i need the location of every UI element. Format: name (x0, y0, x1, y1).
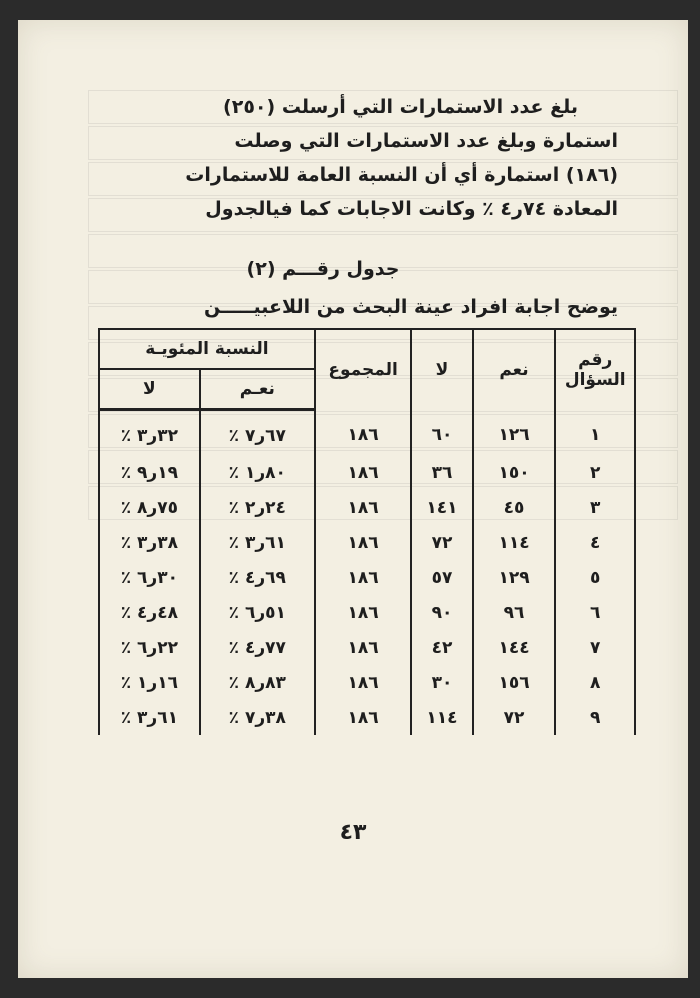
cell-total: ١٨٦ (315, 630, 411, 665)
cell-question: ٦ (555, 595, 635, 630)
cell-question: ٧ (555, 630, 635, 665)
cell-question: ٩ (555, 700, 635, 735)
cell-pct-yes: ٧٧ر٤ ٪ (200, 630, 315, 665)
table-title: جدول رقـــم (٢) (246, 258, 400, 280)
cell-pct-no: ٣٢ر٣ ٪ (99, 410, 200, 456)
table-row (99, 665, 635, 700)
cell-question: ١ (555, 410, 635, 456)
cell-pct-no: ٤٨ر٤ ٪ (99, 595, 200, 630)
cell-no: ١٤١ (411, 490, 472, 525)
cell-total: ١٨٦ (315, 490, 411, 525)
cell-total: ١٨٦ (315, 455, 411, 490)
intro-paragraph (98, 90, 618, 226)
cell-yes: ١٢٦ (473, 410, 556, 456)
cell-no: ٦٠ (411, 410, 472, 456)
paragraph-line: بلغ عدد الاستمارات التي أرسلت (٢٥٠) (223, 96, 578, 118)
header-question-no: رقم السؤال (555, 329, 635, 410)
cell-no: ٤٢ (411, 630, 472, 665)
paragraph-line: (١٨٦) استمارة أي أن النسبة العامة للاستمارات (185, 164, 618, 186)
header-total: المجموع (315, 329, 411, 410)
cell-yes: ١٢٩ (473, 560, 556, 595)
cell-question: ٤ (555, 525, 635, 560)
table-row (99, 525, 635, 560)
book-page (18, 20, 688, 978)
table-row (99, 410, 635, 456)
header-percent-yes: نعـم (200, 369, 315, 410)
table-subtitle: يوضح اجابة افراد عينة البحث من اللاعبيـــــن (203, 296, 618, 318)
table-row (99, 700, 635, 735)
cell-pct-yes: ٦٩ر٤ ٪ (200, 560, 315, 595)
cell-question: ٨ (555, 665, 635, 700)
cell-pct-no: ١٦ر١ ٪ (99, 665, 200, 700)
cell-total: ١٨٦ (315, 410, 411, 456)
cell-question: ٣ (555, 490, 635, 525)
cell-pct-no: ٢٢ر٦ ٪ (99, 630, 200, 665)
header-percent: النسبة المئويـة (99, 329, 315, 369)
cell-no: ١١٤ (411, 700, 472, 735)
cell-total: ١٨٦ (315, 525, 411, 560)
cell-no: ٥٧ (411, 560, 472, 595)
cell-question: ٢ (555, 455, 635, 490)
cell-pct-yes: ٦٧ر٧ ٪ (200, 410, 315, 456)
cell-pct-yes: ٨٣ر٨ ٪ (200, 665, 315, 700)
cell-total: ١٨٦ (315, 560, 411, 595)
cell-pct-no: ٦١ر٣ ٪ (99, 700, 200, 735)
cell-no: ٧٢ (411, 525, 472, 560)
cell-pct-no: ٧٥ر٨ ٪ (99, 490, 200, 525)
cell-pct-yes: ٦١ر٣ ٪ (200, 525, 315, 560)
header-yes: نعم (473, 329, 556, 410)
cell-total: ١٨٦ (315, 665, 411, 700)
cell-no: ٣٦ (411, 455, 472, 490)
cell-pct-no: ١٩ر٩ ٪ (99, 455, 200, 490)
cell-no: ٩٠ (411, 595, 472, 630)
cell-no: ٣٠ (411, 665, 472, 700)
cell-question: ٥ (555, 560, 635, 595)
table-row (99, 560, 635, 595)
cell-pct-no: ٣٨ر٣ ٪ (99, 525, 200, 560)
cell-yes: ١٥٦ (473, 665, 556, 700)
paragraph-line: المعادة ٧٤ر٤ ٪ وكانت الاجابات كما فيالجدول (205, 198, 618, 220)
cell-yes: ٧٢ (473, 700, 556, 735)
table-row (99, 595, 635, 630)
cell-total: ١٨٦ (315, 700, 411, 735)
table-row (99, 630, 635, 665)
results-table (98, 328, 636, 735)
cell-pct-yes: ٣٨ر٧ ٪ (200, 700, 315, 735)
cell-yes: ١٥٠ (473, 455, 556, 490)
header-no: لا (411, 329, 472, 410)
cell-pct-no: ٣٠ر٦ ٪ (99, 560, 200, 595)
paragraph-line: استمارة وبلغ عدد الاستمارات التي وصلت (234, 130, 618, 152)
header-percent-no: لا (99, 369, 200, 410)
cell-pct-yes: ٢٤ر٢ ٪ (200, 490, 315, 525)
cell-pct-yes: ٥١ر٦ ٪ (200, 595, 315, 630)
cell-yes: ٩٦ (473, 595, 556, 630)
cell-yes: ٤٥ (473, 490, 556, 525)
cell-pct-yes: ٨٠ر١ ٪ (200, 455, 315, 490)
page-number: ٤٣ (339, 820, 367, 845)
cell-yes: ١٤٤ (473, 630, 556, 665)
cell-yes: ١١٤ (473, 525, 556, 560)
table-row (99, 490, 635, 525)
cell-total: ١٨٦ (315, 595, 411, 630)
table-row (99, 455, 635, 490)
